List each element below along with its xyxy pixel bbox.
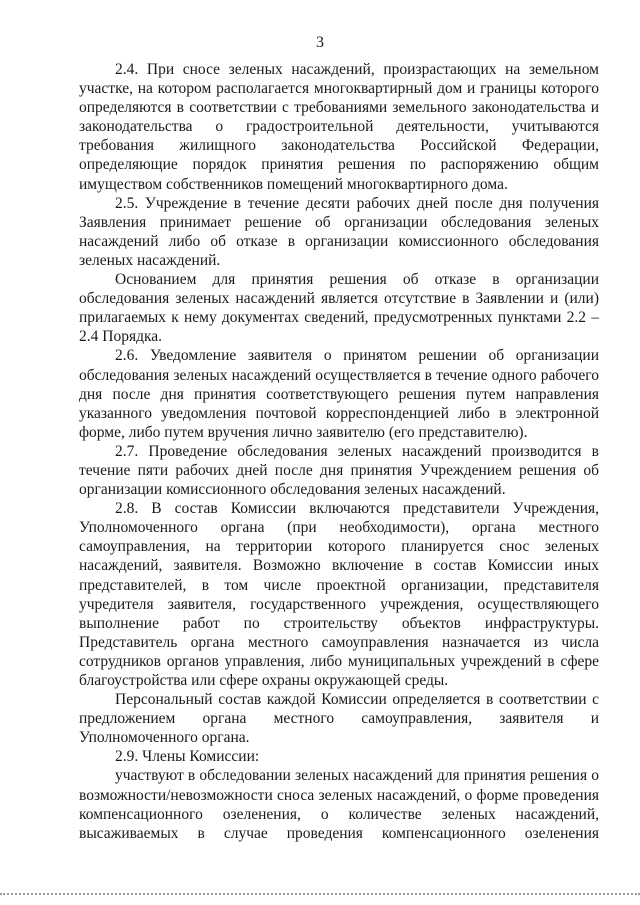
scan-edge-line <box>0 893 640 895</box>
document-body <box>79 60 599 843</box>
paragraph-members-participate: участвуют в обследовании зеленых насаждений для принятия решения о возможности/невозможности сноса зеленых насаждений, о форме проведения компенсационного озеленения, о количестве зеленых насаждений, высаживаемых в случае проведения компенсационного озеленения <box>79 767 599 842</box>
paragraph-refusal-grounds: Основанием для принятия решения об отказе в организации обследования зеленых насаждений является отсутствие в Заявлении и (или) прилагаемых к нему документах сведений, предусмотренных пунктами 2.2 – 2.4 Порядка. <box>79 271 599 346</box>
paragraph-commission-composition: Персональный состав каждой Комиссии определяется в соответствии с предложением органа местного самоуправления, заявителя и Уполномоченного органа. <box>79 691 599 747</box>
paragraph-2-6: 2.6. Уведомление заявителя о принятом решении об организации обследования зеленых насаждений осуществляется в течение одного рабочего дня после дня принятия соответствующего решения путем направления указанного уведомления почтовой корреспонденцией либо в электронной форме, либо путем вручения лично заявителю (его представителю). <box>79 347 599 441</box>
paragraph-2-8: 2.8. В состав Комиссии включаются представители Учреждения, Уполномоченного органа (при необходимости), органа местного самоуправления, на территории которого планируется снос зеленых насаждений, заявителя. Возможно включение в состав Комиссии иных представителей, в том числе проектной организации, представителя учредителя заявителя, государственного учреждения, осуществляющего выполнение работ по строительству объектов инфраструктуры. Представитель органа местного самоуправления назначается из числа сотрудников органов управления, либо муниципальных учреждений в сфере благоустройства или сфере охраны окружающей среды. <box>79 500 599 689</box>
paragraph-2-7: 2.7. Проведение обследования зеленых насаждений производится в течение пяти рабочих дней после дня принятия Учреждением решения об организации комиссионного обследования зеленых насаждений. <box>79 442 599 499</box>
paragraph-2-9: 2.9. Члены Комиссии: <box>115 748 260 766</box>
paragraph-2-4: 2.4. При сносе зеленых насаждений, произрастающих на земельном участке, на котором располагается многоквартирный дом и границы которого определяются в соответствии с требованиями земельного законодательства и законодательства о градостроительной деятельности, учитываются требования жилищного законодательства Российской Федерации, определяющие порядок принятия решения по распоряжению общим имуществом собственников помещений многоквартирного дома. <box>79 61 599 193</box>
paragraph-2-5: 2.5. Учреждение в течение десяти рабочих дней после дня получения Заявления принимает решение об организации обследования зеленых насаждений либо об отказе в организации комиссионного обследования зеленых насаждений. <box>79 194 599 269</box>
page-number: 3 <box>316 34 324 51</box>
